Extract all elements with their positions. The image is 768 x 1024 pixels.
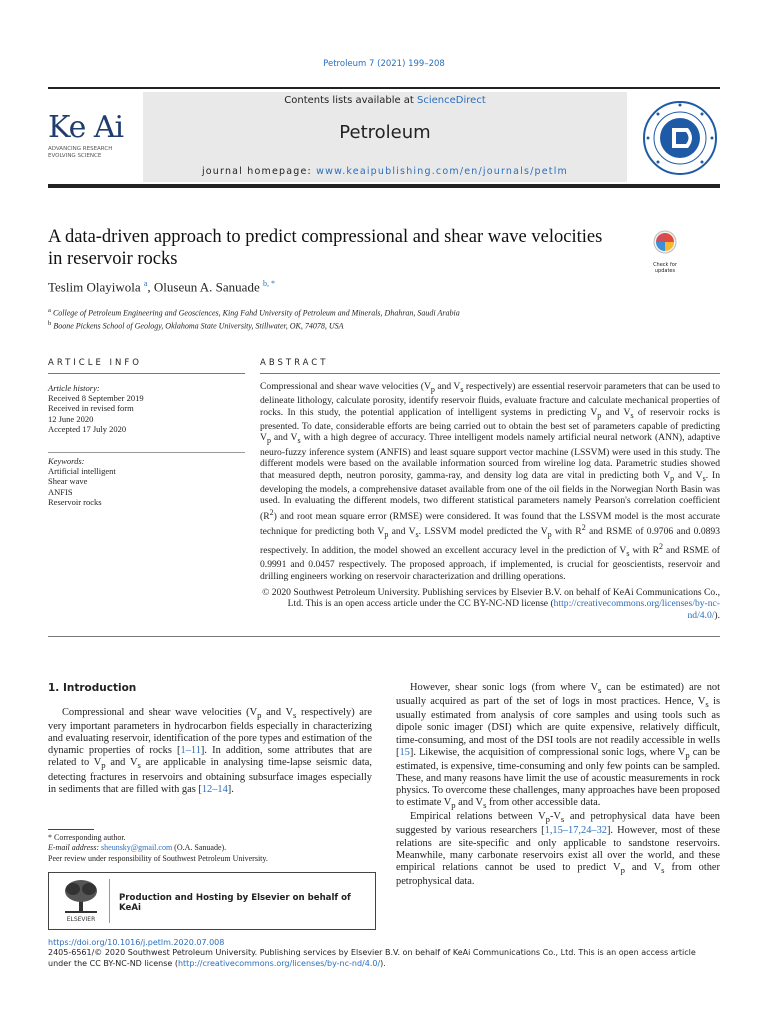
- keyword-item: Artificial intelligent: [48, 466, 116, 477]
- history-item: Received 8 September 2019: [48, 393, 144, 404]
- history-item: 12 June 2020: [48, 413, 94, 424]
- article-info-divider: [48, 452, 245, 453]
- check-for-updates-badge[interactable]: [645, 229, 685, 274]
- corresponding-author-note: * Corresponding author.: [48, 833, 126, 842]
- author-1-affiliation-link[interactable]: a: [143, 279, 148, 288]
- intro-paragraph-2: However, shear sonic logs (from where $V_s$ can be estimated) are not usually acquired as part of the set of logs in most practices. Hence, $V_s$ is usually estimated from analysis of core samples and using tools such as dipole sonic imager (DSI) which are quite expensive, relatively difficult, time-consuming, and most of the DSI tools are not readily accessible in wells [15]. Likewise, the acquisition of compressional sonic logs, where $V_p$ can be estimated, is expensive, time-consuming and only few points can be sampled. These, and many reasons have limit the use of acoustic measurements in rock physics. To overcome these challenges, many approaches have been proposed to estimate $V_p$ and $V_s$ from other accessible data.: [396, 682, 721, 811]
- keai-logo-text: Ke Ai: [48, 110, 124, 145]
- keywords-block: [48, 456, 245, 507]
- intro-column-2: [396, 682, 720, 888]
- abstract-copyright: © 2020 Southwest Petroleum University. Publishing services by Elsevier B.V. on behalf of KeAi Communications Co., Ltd. This is an open access article under the CC BY-NC-ND license (http://creativecommons.org/licenses/by-nc-nd/4.0/).: [262, 587, 720, 621]
- crossmark-label: Check for updates: [653, 262, 677, 274]
- history-item: Accepted 17 July 2020: [48, 423, 127, 434]
- journal-reference[interactable]: Petroleum 7 (2021) 199–208: [323, 59, 445, 69]
- issn-license-line: 2405-6561/© 2020 Southwest Petroleum University. Publishing services by Elsevier B.V. on behalf of KeAi Communications Co., Ltd. This is an open access article under the CC BY-NC-ND license (http://creativecommons.org/licenses/by-nc-nd/4.0/).: [48, 948, 696, 968]
- elsevier-tree-icon: [59, 877, 103, 923]
- author-1: Teslim Olayiwola: [48, 279, 141, 295]
- keai-tagline-1: ADVANCING RESEARCH: [48, 146, 113, 152]
- bottom-license-link[interactable]: http://creativecommons.org/licenses/by-nc-nd/4.0/: [177, 958, 381, 968]
- contents-available-line: [143, 95, 627, 106]
- footnotes: [48, 833, 372, 864]
- homepage-prefix: journal homepage:: [201, 166, 317, 177]
- university-seal-icon: [642, 100, 718, 176]
- citation-link[interactable]: 1–11: [180, 745, 201, 757]
- keywords-heading: Keywords:: [48, 456, 85, 466]
- keyword-item: Reservoir rocks: [48, 496, 102, 507]
- journal-homepage-line: [143, 166, 627, 177]
- article-title: A data-driven approach to predict compressional and shear wave velocities in reservoir rocks: [48, 227, 603, 269]
- citation-link[interactable]: 15: [399, 746, 410, 758]
- affiliation-a: $^a$ College of Petroleum Engineering and Geosciences, King Fahd University of Petroleum and Minerals, Dhahran, Saudi Arabia: [48, 307, 460, 318]
- affiliation-a-text: College of Petroleum Engineering and Geosciences, King Fahd University of Petroleum and Minerals, Dhahran, Saudi Arabia: [52, 308, 460, 318]
- crossmark-icon: [645, 229, 685, 257]
- elsevier-hosting-box: [48, 872, 376, 930]
- affiliations: [48, 306, 668, 331]
- keai-logo: [48, 112, 138, 162]
- keai-tagline-2: EVOLVING SCIENCE: [48, 153, 102, 159]
- keyword-item: ANFIS: [48, 486, 73, 497]
- doi-link[interactable]: https://doi.org/10.1016/j.petlm.2020.07.008: [48, 938, 225, 947]
- author-list: Teslim Olayiwola $^a$, Oluseun A. Sanuade $^{b, *}$: [48, 279, 275, 295]
- sciencedirect-link[interactable]: ScienceDirect: [417, 95, 486, 106]
- peer-review-note: Peer review under responsibility of Southwest Petroleum University.: [48, 853, 268, 863]
- header-bottom-rule: [48, 184, 720, 188]
- article-info-rule: [48, 373, 245, 374]
- author-2: Oluseun A. Sanuade: [153, 279, 260, 295]
- affiliation-b-text: Boone Pickens School of Geology, Oklahoma State University, Stillwater, OK, 74078, USA: [53, 321, 344, 331]
- elsevier-logo-text: ELSEVIER: [66, 916, 96, 923]
- email-link[interactable]: sheunsky@gmail.com: [101, 843, 173, 853]
- citation-link[interactable]: 12–14: [201, 783, 228, 795]
- license-link[interactable]: http://creativecommons.org/licenses/by-nc-nd/4.0/: [553, 598, 720, 621]
- affiliation-b: $^b$ Boone Pickens School of Geology, Oklahoma State University, Stillwater, OK, 74078, USA: [48, 319, 344, 331]
- footnote-rule: [48, 829, 94, 830]
- elsevier-hosting-text: Production and Hosting by Elsevier on behalf of KeAi: [119, 893, 351, 913]
- intro-paragraph-3: Empirical relations between $V_p-V_s$ and petrophysical data have been suggested by various researchers [1,15–17,24–32]. However, most of these relations are site-specific and only applicable to sandstone reservoirs. Meanwhile, many carbonate reservoirs exist all over the world, and these empirical relations cannot be used to predict $V_p$ and $V_s$ from other petrophysical data.: [396, 811, 720, 887]
- keai-logo-tagline: [48, 146, 138, 160]
- article-bottom-info: [48, 938, 720, 969]
- email-note: E-mail address: sheunsky@gmail.com (O.A. Sanuade).: [48, 843, 227, 853]
- contents-prefix: Contents lists available at: [284, 95, 418, 106]
- header-top-rule: [48, 87, 720, 89]
- elsevier-divider: [109, 879, 110, 923]
- article-info-heading: ARTICLE INFO: [48, 358, 142, 368]
- author-2-affiliation-link[interactable]: b, *: [262, 279, 275, 288]
- intro-paragraph-1: Compressional and shear wave velocities ($V_p$ and $V_s$ respectively) are very important parameters in hydrocarbon fields especially in characterizing and evaluating reservoir, identification of the pore types and estimation of the dynamic properties of rocks [1–11]. In addition, some attributes that are related to $V_p$ and $V_s$ are applicable in analysing time-lapse seismic data, detecting fractures in reservoirs and obtaining subsurface images especially in sediments that are filled with gas [12–14].: [48, 707, 373, 795]
- article-history-heading: Article history:: [48, 383, 100, 393]
- abstract-end-rule: [48, 636, 720, 637]
- abstract-rule: [260, 373, 720, 374]
- introduction-heading: 1. Introduction: [48, 682, 137, 694]
- history-item: Received in revised form: [48, 403, 134, 414]
- journal-homepage-link[interactable]: www.keaipublishing.com/en/journals/petlm: [316, 166, 569, 177]
- abstract-heading: ABSTRACT: [260, 358, 329, 368]
- abstract-text: Compressional and shear wave velocities ($V_p$ and $V_s$ respectively) are essential reservoir parameters that can be used to delineate lithology, calculate porosity, identify reservoir fluids, evaluate fracture and calculate mechanical properties of rocks. In this study, the potential application of intelligent systems in predicting $V_p$ and $V_s$ of reservoir rocks is presented. To date, considerable efforts are being carried out to obtain the best set of parameters capable of predicting $V_p$ and $V_s$ with a high degree of accuracy. Three intelligent models namely artificial neural network (ANN), adaptive neuro-fuzzy inference system (ANFIS) and least square support vector machine (LSSVM) were used in this study. The different models were based on the available information sourced from wireline log data. Parametric studies showed that measured depth, neutron porosity, gamma-ray, and density log data are vital in predicting both $V_p$ and $V_s$. In developing the models, a comprehensive dataset available from one of the oil fields in the Norwegian North Basin was used. In evaluating the different models, two different statistical parameters namely Pearson's correlation coefficient $(R^2)$ and root mean square error (RMSE) were considered. It was found that the LSSVM model is the most accurate technique for predicting both $V_p$ and $V_s$. LSSVM model predicted the $V_p$ with $R^2$ and RSME of 0.9706 and 0.0893 respectively. In addition, the model showed an excellent accuracy level in the prediction of $V_s$ with $R^2$ and RSME of 0.9991 and 0.0457 respectively. The proposed approach, if implemented, is crucial for geoscientists, reservoir and drilling engineers working on reservoir characterization and drilling operations.: [260, 381, 721, 582]
- journal-name: Petroleum: [339, 122, 431, 143]
- citation-link[interactable]: 1,15–17,24–32: [544, 825, 607, 837]
- article-history: [48, 383, 245, 434]
- keyword-item: Shear wave: [48, 476, 88, 487]
